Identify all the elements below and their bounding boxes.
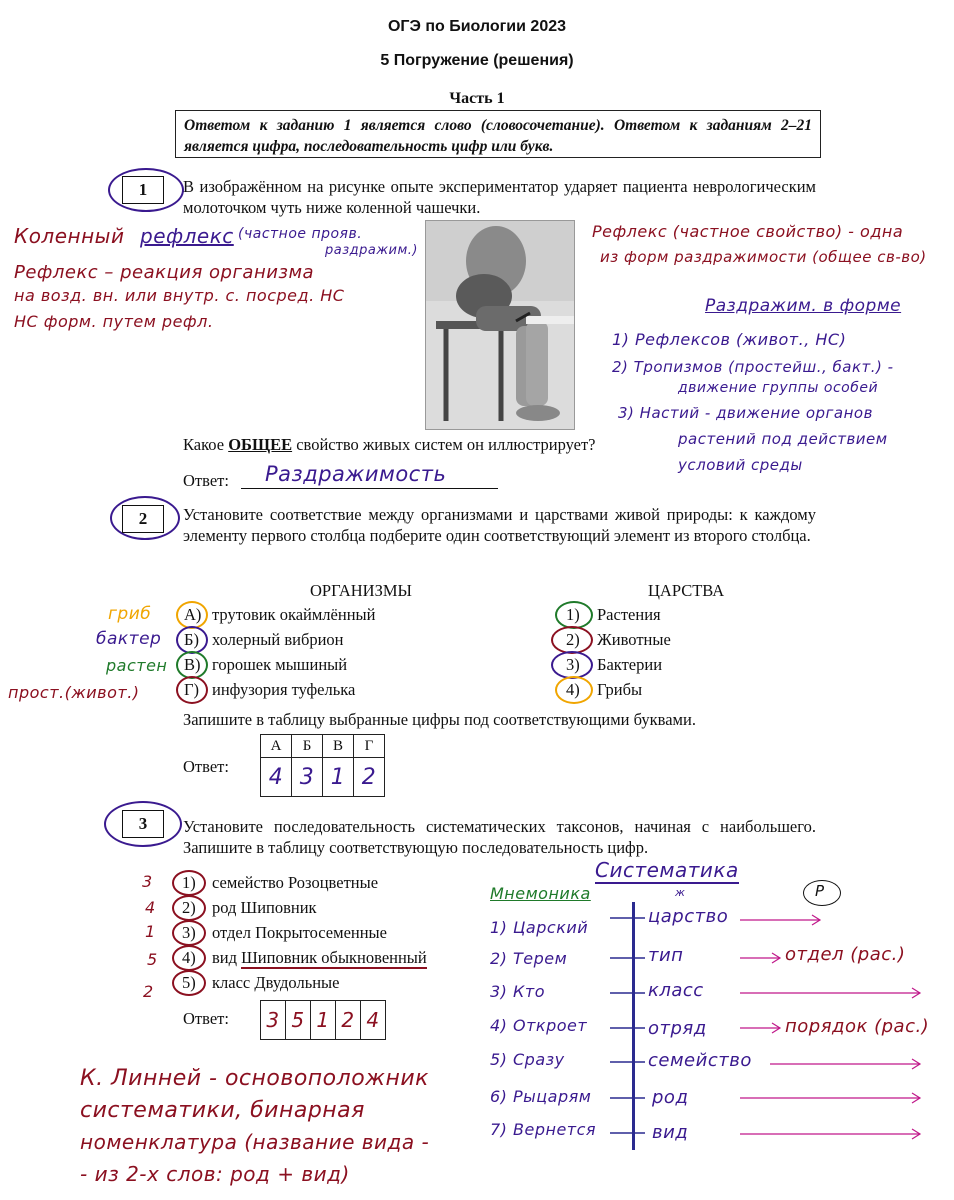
q2-table-header-a: А bbox=[261, 735, 292, 758]
q3-num-2: 2) bbox=[182, 898, 196, 917]
q2-table-header-b: Б bbox=[292, 735, 323, 758]
note-mnemonic-title: Мнемоника bbox=[490, 884, 591, 903]
q1-answer-handwritten: Раздражимость bbox=[265, 462, 447, 486]
note-rank-7: вид bbox=[652, 1122, 689, 1143]
note-rank-1: царство bbox=[648, 906, 729, 927]
note-right-2: из форм раздражимости (общее св-во) bbox=[600, 248, 927, 266]
note-rank-3: класс bbox=[648, 980, 704, 1001]
q2-organism-a: трутовик окаймлённый bbox=[212, 605, 376, 624]
note-knee-reflex-d: раздражим.) bbox=[325, 243, 419, 258]
note-rank-2: тип bbox=[648, 945, 684, 966]
q3-item-4-prefix: вид bbox=[212, 948, 242, 967]
q3-num-1: 1) bbox=[182, 873, 196, 892]
note-linnaeus-3: номенклатура (название вида - bbox=[80, 1130, 430, 1154]
q2-note-b: бактер bbox=[96, 629, 162, 649]
q3-answer-cell-3: 1 bbox=[311, 1001, 336, 1040]
q3-answer-cell-2: 5 bbox=[286, 1001, 311, 1040]
q2-kingdom-num-1: 1) bbox=[566, 605, 580, 624]
note-mnemonic-2: 2) Терем bbox=[490, 949, 568, 968]
q2-kingdom-num-3: 3) bbox=[566, 655, 580, 674]
note-right-1: Рефлекс (частное свойство) - одна bbox=[592, 222, 904, 241]
q3-answer-cell-1: 3 bbox=[261, 1001, 286, 1040]
note-reflex-def-3: НС форм. путем рефл. bbox=[14, 312, 214, 331]
q2-kingdoms-header: ЦАРСТВА bbox=[648, 581, 725, 600]
q3-answer-cell-4: 2 bbox=[336, 1001, 361, 1040]
note-irr-item-2: 2) Тропизмов (простейш., бакт.) - bbox=[612, 358, 894, 376]
note-rank-5: семейство bbox=[648, 1050, 752, 1071]
q2-kingdom-4: Грибы bbox=[597, 680, 643, 699]
q2-text: Установите соответствие между организмами и царствами живой природы: к каждому элементу первого столбца подберите один соответствующий элемент из второго столбца. bbox=[183, 505, 816, 545]
q1-question-suffix: свойство живых систем он иллюстрирует? bbox=[292, 435, 596, 454]
q2-number: 2 bbox=[122, 505, 164, 533]
q3-item-4-species: Шиповник обыкновенный bbox=[241, 948, 427, 967]
q1-answer-line bbox=[241, 488, 498, 489]
q2-letter-a: А) bbox=[184, 605, 202, 624]
note-mnemonic-6: 6) Рыцарям bbox=[490, 1087, 592, 1106]
q2-organism-c: горошек мышиный bbox=[212, 655, 348, 674]
q2-table-header-c: В bbox=[323, 735, 354, 758]
note-irr-item-2b: движение группы особей bbox=[678, 380, 879, 396]
q2-answer-cell-d: 2 bbox=[354, 758, 385, 797]
q2-kingdom-3: Бактерии bbox=[597, 655, 663, 674]
q1-question-prefix: Какое bbox=[183, 435, 229, 454]
q2-organism-d: инфузория туфелька bbox=[212, 680, 356, 699]
note-rank-6: род bbox=[652, 1087, 689, 1108]
q2-kingdom-num-4: 4) bbox=[566, 680, 580, 699]
q3-order-1: 3 bbox=[142, 872, 153, 891]
part-title: Часть 1 bbox=[449, 90, 505, 107]
note-linnaeus-4: - из 2-х слов: род + вид) bbox=[80, 1162, 350, 1186]
page-title: ОГЭ по Биологии 2023 bbox=[387, 18, 567, 35]
q2-note-c: растен bbox=[106, 656, 168, 675]
note-mnemonic-1: 1) Царский bbox=[490, 918, 589, 937]
note-plant-type: отдел (рас.) bbox=[785, 944, 906, 965]
note-irritability-title: Раздражим. в форме bbox=[705, 296, 902, 316]
q1-number: 1 bbox=[122, 176, 164, 204]
q3-number: 3 bbox=[122, 810, 164, 838]
q2-organism-b: холерный вибрион bbox=[212, 630, 344, 649]
q3-num-5: 5) bbox=[182, 973, 196, 992]
q3-order-5: 2 bbox=[143, 982, 154, 1001]
note-mnemonic-3: 3) Кто bbox=[490, 982, 545, 1001]
q2-table-header-d: Г bbox=[354, 735, 385, 758]
q3-num-3: 3) bbox=[182, 923, 196, 942]
q1-text: В изображённом на рисунке опыте экспериментатор ударяет пациента неврологическим молоточком чуть ниже коленной чашечки. bbox=[183, 177, 816, 217]
q2-note-d: прост.(живот.) bbox=[8, 683, 140, 702]
q1-question bbox=[183, 434, 596, 456]
note-rank-4: отряд bbox=[648, 1018, 707, 1039]
q1-answer-label: Ответ: bbox=[183, 471, 229, 490]
page-subtitle: 5 Погружение (решения) bbox=[380, 52, 574, 69]
q2-organisms-header: ОРГАНИЗМЫ bbox=[310, 581, 412, 600]
note-knee-reflex-b: рефлекс bbox=[140, 224, 234, 248]
note-mnemonic-5: 5) Сразу bbox=[490, 1050, 565, 1069]
note-knee-reflex-c: (частное прояв. bbox=[238, 226, 363, 242]
q3-item-4 bbox=[212, 947, 427, 969]
note-irr-item-3c: условий среды bbox=[678, 456, 803, 474]
note-irr-item-3b: растений под действием bbox=[678, 430, 888, 448]
q2-table-instruction: Запишите в таблицу выбранные цифры под соответствующими буквами. bbox=[183, 710, 696, 729]
q2-kingdom-num-2: 2) bbox=[566, 630, 580, 649]
note-systematics-title: Систематика bbox=[595, 858, 739, 882]
q2-letter-c: В) bbox=[184, 655, 201, 674]
q2-answer-cell-a: 4 bbox=[261, 758, 292, 797]
note-reflex-def-1: Рефлекс – реакция организма bbox=[14, 262, 315, 283]
q2-kingdom-1: Растения bbox=[597, 605, 661, 624]
q2-answer-cell-c: 1 bbox=[323, 758, 354, 797]
q3-text: Установите последовательность систематических таксонов, начиная с наибольшего. Запишите в таблицу соответствующую последовательность цифр. bbox=[183, 817, 816, 857]
note-irr-item-3: 3) Настий - движение органов bbox=[618, 404, 873, 422]
q2-note-a: гриб bbox=[108, 604, 152, 624]
q3-item-1: семейство Розоцветные bbox=[212, 873, 379, 892]
q2-answer-cell-b: 3 bbox=[292, 758, 323, 797]
note-linnaeus-2: систематики, бинарная bbox=[80, 1098, 365, 1123]
note-reflex-def-2: на возд. вн. или внутр. с. посред. НС bbox=[14, 286, 345, 305]
q3-answer-table bbox=[260, 1000, 386, 1040]
q3-num-4: 4) bbox=[182, 948, 196, 967]
q3-order-4: 5 bbox=[147, 950, 158, 969]
q3-order-3: 1 bbox=[145, 922, 156, 941]
q1-question-bold: ОБЩЕЕ bbox=[228, 435, 293, 454]
q3-item-2: род Шиповник bbox=[212, 898, 317, 917]
note-r-label: Р bbox=[815, 882, 825, 900]
q3-item-5: класс Двудольные bbox=[212, 973, 340, 992]
knee-reflex-photo bbox=[425, 220, 575, 430]
note-mnemonic-7: 7) Вернется bbox=[490, 1120, 597, 1139]
note-linnaeus-1: К. Линней - основоположник bbox=[80, 1066, 429, 1091]
q2-letter-b: Б) bbox=[184, 630, 199, 649]
note-systematics-sub: ж bbox=[675, 886, 686, 899]
q3-item-3: отдел Покрытосеменные bbox=[212, 923, 387, 942]
q2-kingdom-2: Животные bbox=[597, 630, 671, 649]
q3-order-2: 4 bbox=[145, 898, 156, 917]
q2-answer-table bbox=[260, 734, 385, 797]
note-plant-order: порядок (рас.) bbox=[785, 1016, 930, 1037]
note-knee-reflex-a: Коленный bbox=[14, 224, 125, 248]
note-mnemonic-4: 4) Откроет bbox=[490, 1016, 588, 1035]
q2-answer-label: Ответ: bbox=[183, 757, 229, 776]
note-irr-item-1: 1) Рефлексов (живот., НС) bbox=[612, 330, 847, 349]
q3-answer-label: Ответ: bbox=[183, 1009, 229, 1028]
q2-letter-d: Г) bbox=[184, 680, 200, 699]
q3-answer-cell-5: 4 bbox=[361, 1001, 386, 1040]
instructions-box: Ответом к заданию 1 является слово (словосочетание). Ответом к заданиям 2–21 является цифра, последовательность цифр или букв. bbox=[175, 110, 821, 158]
